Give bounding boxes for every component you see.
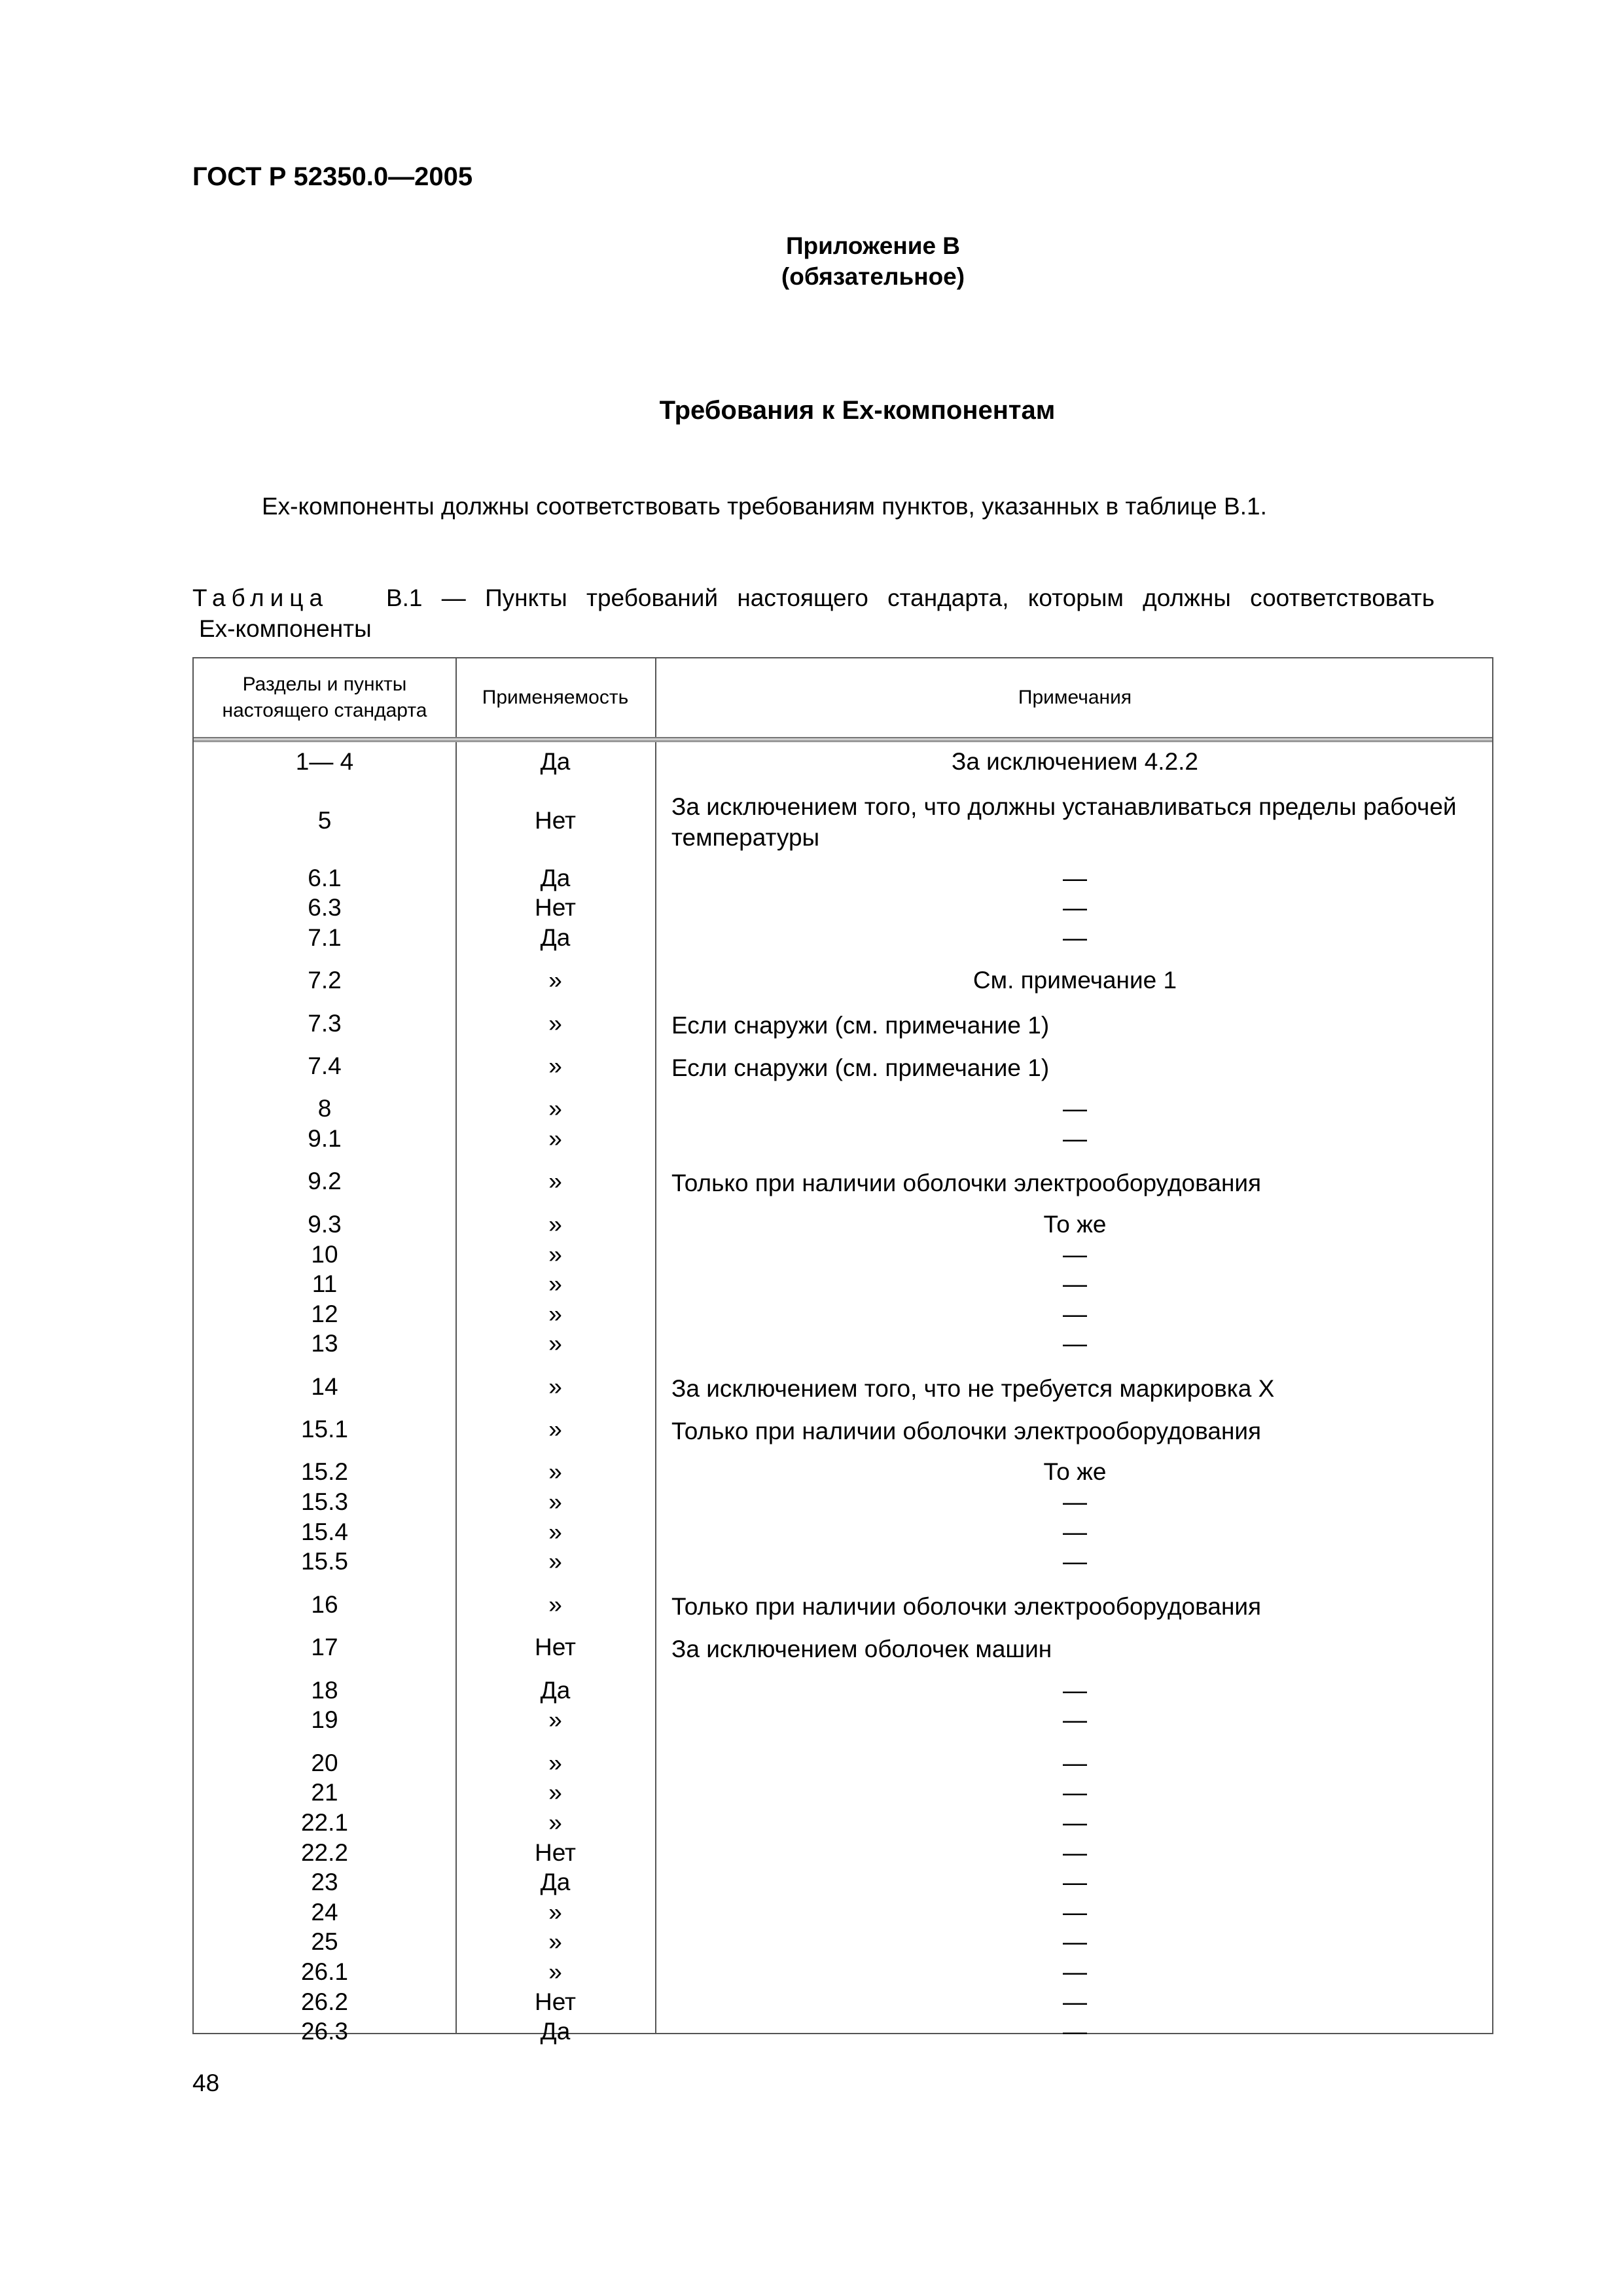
clause-cell: 23 <box>311 1869 338 1895</box>
header-applicability-label: Применяемость <box>482 687 629 708</box>
applicability-cell: Да <box>540 1869 571 1895</box>
appendix-title: Приложение В <box>785 232 961 259</box>
clause-cell: 26.1 <box>300 1958 348 1985</box>
applicability-cell: » <box>548 1052 562 1079</box>
note-cell: Если снаружи (см. примечание 1) <box>671 1012 1050 1039</box>
note-cell: — <box>1063 1809 1087 1836</box>
table-caption-label: Таблица <box>192 584 329 611</box>
clause-cell: 17 <box>311 1634 338 1660</box>
clause-cell: 1— 4 <box>295 748 354 775</box>
note-cell: — <box>1063 1548 1087 1575</box>
applicability-cell: » <box>548 967 562 994</box>
note-cell: За исключением 4.2.2 <box>951 748 1199 775</box>
clause-cell: 7.3 <box>308 1010 342 1037</box>
applicability-cell: » <box>548 1958 562 1985</box>
clause-cell: 22.2 <box>300 1839 348 1866</box>
note-cell: — <box>1063 1330 1087 1357</box>
note-cell: — <box>1063 1779 1087 1806</box>
applicability-cell: » <box>548 1518 562 1545</box>
header-notes-label: Примечания <box>1018 687 1132 708</box>
clause-cell: 26.3 <box>300 2018 348 2045</box>
note-cell: То же <box>1043 1458 1107 1485</box>
applicability-cell: » <box>548 1548 562 1575</box>
applicability-cell: Нет <box>534 807 576 834</box>
note-cell: Только при наличии оболочки электрооборудования <box>671 1593 1262 1620</box>
clause-cell: 7.2 <box>308 967 342 994</box>
applicability-cell: » <box>548 1095 562 1122</box>
note-cell: — <box>1063 1869 1087 1895</box>
note-cell: — <box>1063 1958 1087 1985</box>
note-cell: — <box>1063 1677 1087 1704</box>
note-cell: — <box>1063 1300 1087 1327</box>
header-clauses-line1: Разделы и пункты <box>242 673 407 695</box>
note-cell: Только при наличии оболочки электрооборудования <box>671 1170 1262 1196</box>
clause-cell: 15.2 <box>300 1458 348 1485</box>
note-cell: — <box>1063 1518 1087 1545</box>
clause-cell: 21 <box>311 1779 338 1806</box>
applicability-cell: » <box>548 1899 562 1926</box>
applicability-cell: » <box>548 1809 562 1836</box>
note-cell: — <box>1063 865 1087 891</box>
clause-cell: 9.3 <box>308 1211 342 1238</box>
clause-cell: 11 <box>312 1270 338 1297</box>
note-cell: — <box>1063 1241 1087 1268</box>
clause-cell: 9.2 <box>308 1168 342 1194</box>
clause-cell: 24 <box>311 1899 338 1926</box>
clause-cell: 15.4 <box>300 1518 348 1545</box>
page-number: 48 <box>192 2070 220 2096</box>
requirements-table <box>192 657 1493 2045</box>
clause-cell: 26.2 <box>300 1988 348 2015</box>
note-cell: Если снаружи (см. примечание 1) <box>671 1054 1050 1081</box>
clause-cell: 13 <box>311 1330 338 1357</box>
header-clauses-line2: настоящего стандарта <box>222 700 427 721</box>
document-code: ГОСТ Р 52350.0—2005 <box>192 162 473 191</box>
applicability-cell: Да <box>540 924 571 951</box>
applicability-cell: Нет <box>534 894 576 921</box>
clause-cell: 15.1 <box>300 1416 348 1443</box>
intro-paragraph: Ex-компоненты должны соответствовать требованиям пунктов, указанных в таблице В.1. <box>262 493 1267 520</box>
note-cell: См. примечание 1 <box>972 967 1177 994</box>
note-cell: За исключением того, что не требуется маркировка X <box>671 1375 1275 1402</box>
clause-cell: 16 <box>311 1591 338 1618</box>
clause-cell: 10 <box>311 1241 338 1268</box>
note-cell: — <box>1063 1706 1087 1733</box>
header-notes <box>655 658 1495 737</box>
header-separator <box>194 737 1492 742</box>
note-cell: — <box>1063 1839 1087 1866</box>
clause-cell: 25 <box>311 1928 338 1955</box>
applicability-cell: Нет <box>534 1634 576 1660</box>
applicability-cell: Нет <box>534 1839 576 1866</box>
section-title: Требования к Ex-компонентам <box>659 396 1056 425</box>
note-cell: То же <box>1043 1211 1107 1238</box>
note-cell: — <box>1063 894 1087 921</box>
clause-cell: 6.1 <box>308 865 342 891</box>
clause-cell: 9.1 <box>308 1125 342 1152</box>
note-cell: — <box>1063 2018 1087 2045</box>
applicability-cell: » <box>548 1211 562 1238</box>
applicability-cell: » <box>548 1458 562 1485</box>
applicability-cell: » <box>548 1168 562 1194</box>
note-cell: — <box>1063 1488 1087 1515</box>
applicability-cell: » <box>548 1270 562 1297</box>
clause-cell: 19 <box>311 1706 338 1733</box>
applicability-cell: Да <box>540 1677 571 1704</box>
table-caption-text: В.1 — Пункты требований настоящего стандарта, которым должны соответствовать <box>385 584 1435 611</box>
applicability-cell: » <box>548 1706 562 1733</box>
note-cell: За исключением того, что должны устанавливаться пределы рабочей температуры <box>671 793 1457 851</box>
note-cell: — <box>1063 1125 1087 1152</box>
note-cell: — <box>1063 1988 1087 2015</box>
applicability-cell: » <box>548 1779 562 1806</box>
clause-cell: 12 <box>311 1300 338 1327</box>
appendix-status: (обязательное) <box>781 263 965 290</box>
applicability-cell: Да <box>540 748 571 775</box>
applicability-cell: » <box>548 1591 562 1618</box>
applicability-cell: » <box>548 1241 562 1268</box>
table-caption-continuation: Ex-компоненты <box>199 615 372 642</box>
note-cell: — <box>1063 1899 1087 1926</box>
clause-cell: 7.4 <box>308 1052 342 1079</box>
clause-cell: 6.3 <box>308 894 342 921</box>
applicability-cell: » <box>548 1416 562 1443</box>
clause-cell: 7.1 <box>308 924 342 951</box>
header-applicability <box>455 658 655 737</box>
note-cell: — <box>1063 1928 1087 1955</box>
note-cell: — <box>1063 1095 1087 1122</box>
note-cell: — <box>1063 1749 1087 1776</box>
clause-cell: 5 <box>317 807 332 834</box>
applicability-cell: Да <box>540 865 571 891</box>
header-clauses <box>194 658 455 737</box>
clause-cell: 15.3 <box>300 1488 348 1515</box>
note-cell: — <box>1063 924 1087 951</box>
note-cell: За исключением оболочек машин <box>671 1636 1052 1662</box>
clause-cell: 20 <box>311 1749 338 1776</box>
clause-cell: 22.1 <box>300 1809 348 1836</box>
applicability-cell: Да <box>540 2018 571 2045</box>
applicability-cell: » <box>548 1928 562 1955</box>
note-cell: — <box>1063 1270 1087 1297</box>
applicability-cell: » <box>548 1749 562 1776</box>
applicability-cell: » <box>548 1300 562 1327</box>
applicability-cell: » <box>548 1330 562 1357</box>
applicability-cell: Нет <box>534 1988 576 2015</box>
applicability-cell: » <box>548 1373 562 1400</box>
applicability-cell: » <box>548 1010 562 1037</box>
table-caption <box>192 584 1435 612</box>
clause-cell: 8 <box>317 1095 332 1122</box>
applicability-cell: » <box>548 1125 562 1152</box>
clause-cell: 18 <box>311 1677 338 1704</box>
clause-cell: 15.5 <box>300 1548 348 1575</box>
applicability-cell: » <box>548 1488 562 1515</box>
note-cell: Только при наличии оболочки электрооборудования <box>671 1418 1262 1444</box>
clause-cell: 14 <box>311 1373 338 1400</box>
